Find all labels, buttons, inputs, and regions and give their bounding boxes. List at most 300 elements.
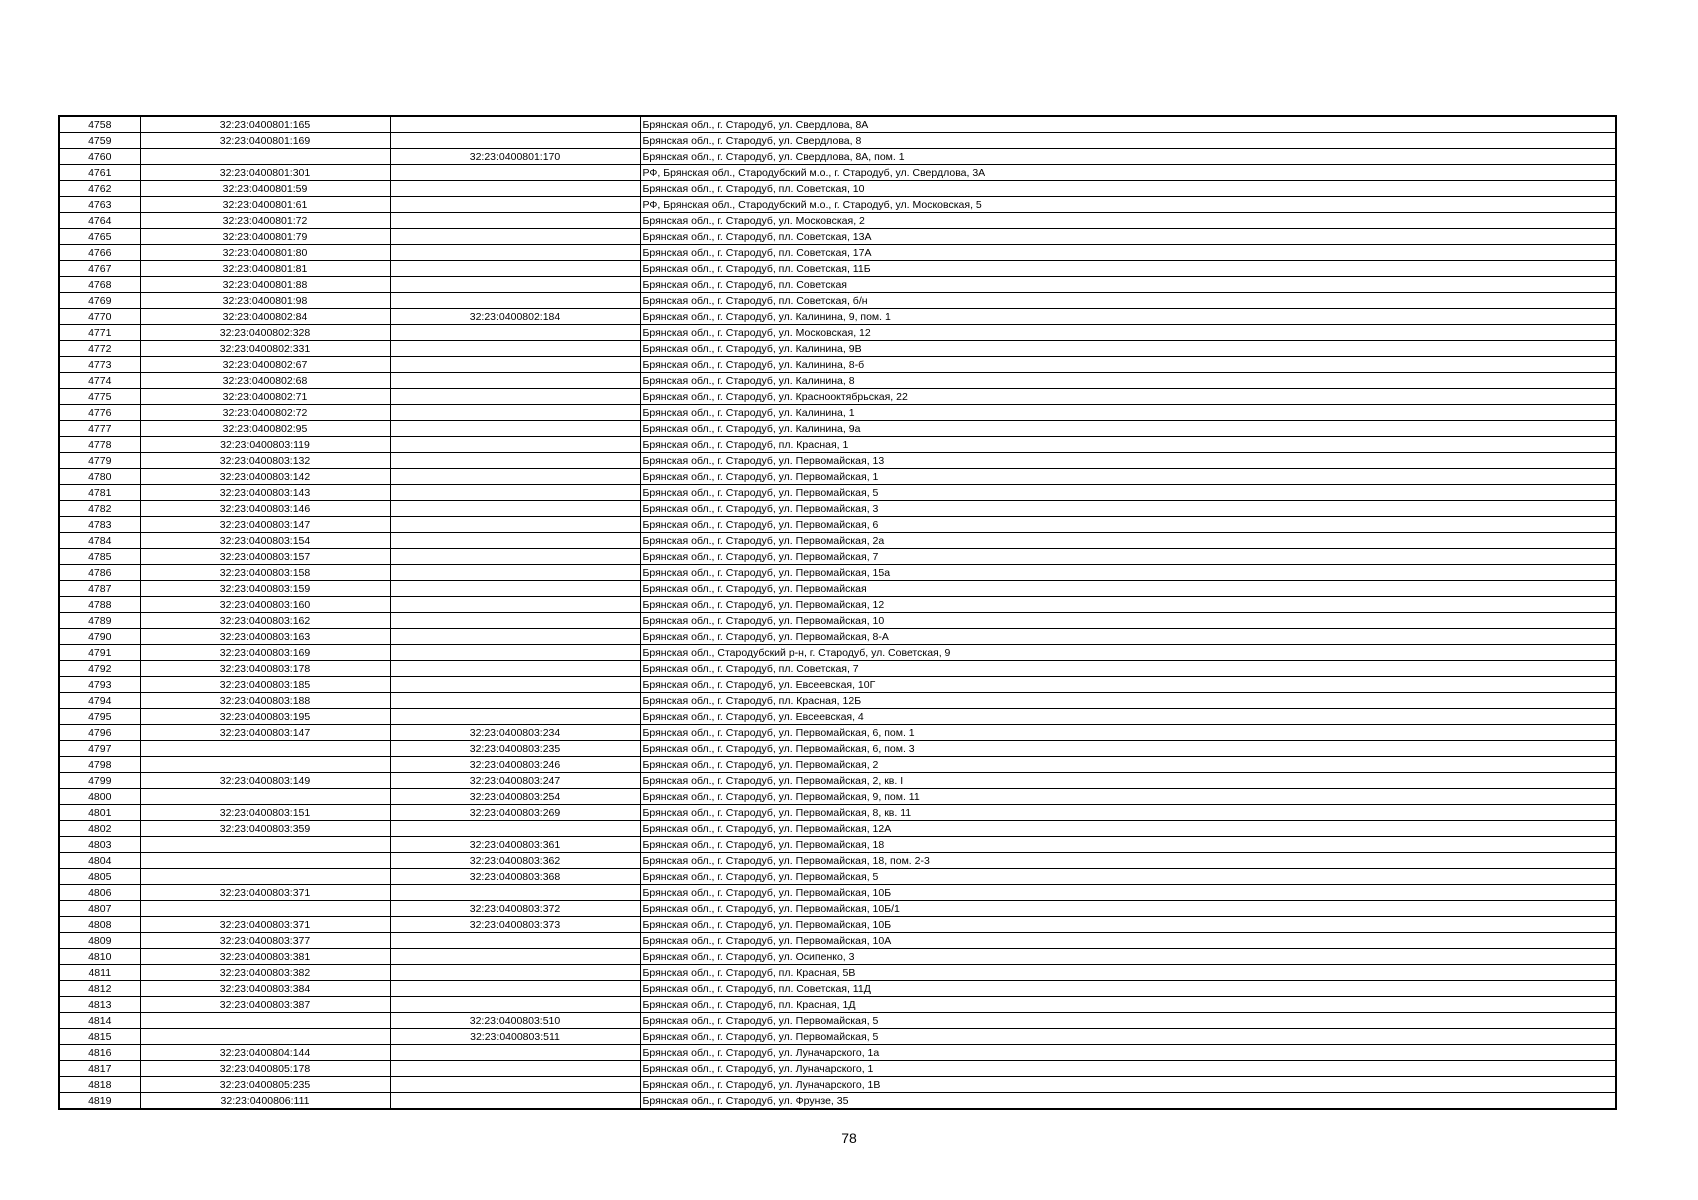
room-cadastral-number-cell [390,693,640,709]
room-cadastral-number-cell [390,421,640,437]
table-row [59,805,1616,821]
cadastral-number-cell: 32:23:0400801:165 [140,116,390,133]
table-row [59,453,1616,469]
address-cell: Брянская обл., г. Стародуб, ул. Осипенко, 3 [640,949,1616,965]
address-cell: Брянская обл., г. Стародуб, пл. Советская, 11Б [640,261,1616,277]
row-number-cell: 4789 [59,613,140,629]
room-cadastral-number-cell: 32:23:0400803:372 [390,901,640,917]
cadastral-number-cell [140,757,390,773]
address-cell: Брянская обл., г. Стародуб, ул. Московская, 2 [640,213,1616,229]
room-cadastral-number-cell [390,213,640,229]
cadastral-number-cell: 32:23:0400801:81 [140,261,390,277]
row-number-cell: 4804 [59,853,140,869]
address-cell: Брянская обл., г. Стародуб, ул. Первомайская, 5 [640,485,1616,501]
registry-table-container [58,115,1615,1110]
table-row [59,981,1616,997]
address-cell: Брянская обл., г. Стародуб, ул. Калинина, 9а [640,421,1616,437]
row-number-cell: 4777 [59,421,140,437]
row-number-cell: 4819 [59,1093,140,1110]
table-row [59,357,1616,373]
cadastral-number-cell: 32:23:0400802:84 [140,309,390,325]
room-cadastral-number-cell [390,229,640,245]
row-number-cell: 4764 [59,213,140,229]
table-row [59,261,1616,277]
cadastral-number-cell: 32:23:0400801:98 [140,293,390,309]
cadastral-number-cell [140,869,390,885]
cadastral-number-cell: 32:23:0400803:381 [140,949,390,965]
cadastral-number-cell: 32:23:0400803:163 [140,629,390,645]
cadastral-number-cell: 32:23:0400803:119 [140,437,390,453]
cadastral-number-cell: 32:23:0400803:143 [140,485,390,501]
room-cadastral-number-cell [390,116,640,133]
row-number-cell: 4812 [59,981,140,997]
address-cell: Брянская обл., г. Стародуб, пл. Красная, 1 [640,437,1616,453]
address-cell: Брянская обл., г. Стародуб, ул. Фрунзе, 35 [640,1093,1616,1110]
table-row [59,133,1616,149]
table-row [59,581,1616,597]
table-row [59,869,1616,885]
address-cell: РФ, Брянская обл., Стародубский м.о., г. Стародуб, ул. Свердлова, 3А [640,165,1616,181]
row-number-cell: 4770 [59,309,140,325]
table-row [59,485,1616,501]
table-row [59,997,1616,1013]
room-cadastral-number-cell [390,261,640,277]
cadastral-number-cell: 32:23:0400801:80 [140,245,390,261]
room-cadastral-number-cell [390,165,640,181]
room-cadastral-number-cell: 32:23:0400803:269 [390,805,640,821]
room-cadastral-number-cell [390,277,640,293]
table-row [59,773,1616,789]
address-cell: Брянская обл., г. Стародуб, ул. Московская, 12 [640,325,1616,341]
cadastral-number-cell: 32:23:0400805:178 [140,1061,390,1077]
cadastral-number-cell: 32:23:0400803:384 [140,981,390,997]
row-number-cell: 4760 [59,149,140,165]
table-row [59,389,1616,405]
table-row [59,757,1616,773]
row-number-cell: 4780 [59,469,140,485]
registry-table-body [59,116,1616,1109]
address-cell: Брянская обл., г. Стародуб, ул. Евсеевская, 10Г [640,677,1616,693]
row-number-cell: 4807 [59,901,140,917]
address-cell: Брянская обл., г. Стародуб, пл. Красная, 12Б [640,693,1616,709]
address-cell: Брянская обл., г. Стародуб, пл. Красная, 5В [640,965,1616,981]
cadastral-number-cell: 32:23:0400803:147 [140,725,390,741]
row-number-cell: 4775 [59,389,140,405]
table-row [59,917,1616,933]
row-number-cell: 4805 [59,869,140,885]
table-row [59,677,1616,693]
room-cadastral-number-cell [390,357,640,373]
table-row [59,341,1616,357]
room-cadastral-number-cell [390,629,640,645]
row-number-cell: 4783 [59,517,140,533]
address-cell: Брянская обл., г. Стародуб, ул. Калинина, 8-б [640,357,1616,373]
address-cell: Брянская обл., г. Стародуб, ул. Первомайская, 10Б [640,885,1616,901]
table-row [59,1077,1616,1093]
address-cell: Брянская обл., г. Стародуб, ул. Первомайская, 6, пом. 1 [640,725,1616,741]
table-row [59,933,1616,949]
cadastral-number-cell: 32:23:0400803:149 [140,773,390,789]
row-number-cell: 4778 [59,437,140,453]
table-row [59,1013,1616,1029]
row-number-cell: 4788 [59,597,140,613]
cadastral-number-cell [140,149,390,165]
table-row [59,1029,1616,1045]
room-cadastral-number-cell [390,533,640,549]
table-row [59,405,1616,421]
address-cell: Брянская обл., г. Стародуб, ул. Первомайская, 7 [640,549,1616,565]
cadastral-number-cell: 32:23:0400802:67 [140,357,390,373]
cadastral-number-cell: 32:23:0400803:185 [140,677,390,693]
table-row [59,901,1616,917]
address-cell: Брянская обл., г. Стародуб, ул. Первомайская, 8-А [640,629,1616,645]
table-row [59,533,1616,549]
row-number-cell: 4782 [59,501,140,517]
table-row [59,597,1616,613]
table-row [59,741,1616,757]
table-row [59,1093,1616,1110]
cadastral-number-cell: 32:23:0400803:159 [140,581,390,597]
address-cell: Брянская обл., г. Стародуб, ул. Первомайская, 9, пом. 11 [640,789,1616,805]
table-row [59,277,1616,293]
table-row [59,517,1616,533]
address-cell: Брянская обл., г. Стародуб, ул. Свердлова, 8 [640,133,1616,149]
cadastral-number-cell: 32:23:0400801:169 [140,133,390,149]
table-row [59,293,1616,309]
table-row [59,149,1616,165]
room-cadastral-number-cell [390,469,640,485]
cadastral-number-cell [140,837,390,853]
address-cell: Брянская обл., г. Стародуб, пл. Советская, 17А [640,245,1616,261]
table-row [59,885,1616,901]
table-row [59,116,1616,133]
room-cadastral-number-cell [390,1061,640,1077]
row-number-cell: 4767 [59,261,140,277]
room-cadastral-number-cell: 32:23:0400803:254 [390,789,640,805]
room-cadastral-number-cell [390,661,640,677]
cadastral-number-cell: 32:23:0400801:301 [140,165,390,181]
registry-table [58,115,1617,1110]
address-cell: Брянская обл., г. Стародуб, пл. Советская, б/н [640,293,1616,309]
room-cadastral-number-cell [390,405,640,421]
room-cadastral-number-cell: 32:23:0400803:510 [390,1013,640,1029]
room-cadastral-number-cell [390,517,640,533]
cadastral-number-cell [140,853,390,869]
table-row [59,181,1616,197]
row-number-cell: 4816 [59,1045,140,1061]
address-cell: Брянская обл., г. Стародуб, ул. Первомайская, 3 [640,501,1616,517]
row-number-cell: 4790 [59,629,140,645]
table-row [59,165,1616,181]
table-row [59,197,1616,213]
room-cadastral-number-cell [390,197,640,213]
table-row [59,437,1616,453]
row-number-cell: 4801 [59,805,140,821]
address-cell: Брянская обл., г. Стародуб, ул. Луначарского, 1 [640,1061,1616,1077]
table-row [59,421,1616,437]
cadastral-number-cell: 32:23:0400806:111 [140,1093,390,1110]
room-cadastral-number-cell: 32:23:0400803:361 [390,837,640,853]
row-number-cell: 4798 [59,757,140,773]
room-cadastral-number-cell [390,453,640,469]
address-cell: Брянская обл., г. Стародуб, пл. Красная, 1Д [640,997,1616,1013]
room-cadastral-number-cell [390,565,640,581]
table-row [59,789,1616,805]
table-row [59,693,1616,709]
room-cadastral-number-cell [390,437,640,453]
table-row [59,1045,1616,1061]
room-cadastral-number-cell [390,373,640,389]
address-cell: Брянская обл., г. Стародуб, ул. Первомайская, 18, пом. 2-3 [640,853,1616,869]
row-number-cell: 4774 [59,373,140,389]
room-cadastral-number-cell [390,549,640,565]
address-cell: Брянская обл., г. Стародуб, ул. Первомайская, 6, пом. 3 [640,741,1616,757]
room-cadastral-number-cell [390,597,640,613]
row-number-cell: 4792 [59,661,140,677]
cadastral-number-cell [140,901,390,917]
address-cell: Брянская обл., г. Стародуб, пл. Советская, 10 [640,181,1616,197]
address-cell: Брянская обл., г. Стародуб, ул. Первомайская, 1 [640,469,1616,485]
row-number-cell: 4793 [59,677,140,693]
cadastral-number-cell: 32:23:0400803:160 [140,597,390,613]
room-cadastral-number-cell: 32:23:0400802:184 [390,309,640,325]
row-number-cell: 4795 [59,709,140,725]
row-number-cell: 4811 [59,965,140,981]
row-number-cell: 4784 [59,533,140,549]
cadastral-number-cell [140,741,390,757]
table-row [59,213,1616,229]
room-cadastral-number-cell [390,821,640,837]
table-row [59,245,1616,261]
row-number-cell: 4787 [59,581,140,597]
row-number-cell: 4806 [59,885,140,901]
cadastral-number-cell: 32:23:0400802:328 [140,325,390,341]
row-number-cell: 4810 [59,949,140,965]
cadastral-number-cell: 32:23:0400801:59 [140,181,390,197]
table-row [59,629,1616,645]
row-number-cell: 4773 [59,357,140,373]
address-cell: Брянская обл., г. Стародуб, ул. Первомайская, 10Б [640,917,1616,933]
room-cadastral-number-cell [390,389,640,405]
table-row [59,853,1616,869]
table-row [59,1061,1616,1077]
address-cell: Брянская обл., г. Стародуб, ул. Первомайская, 5 [640,869,1616,885]
row-number-cell: 4763 [59,197,140,213]
row-number-cell: 4769 [59,293,140,309]
row-number-cell: 4794 [59,693,140,709]
row-number-cell: 4815 [59,1029,140,1045]
room-cadastral-number-cell [390,1093,640,1110]
row-number-cell: 4768 [59,277,140,293]
address-cell: Брянская обл., г. Стародуб, ул. Первомайская, 8, кв. 11 [640,805,1616,821]
table-row [59,469,1616,485]
address-cell: Брянская обл., Стародубский р-н, г. Стародуб, ул. Советская, 9 [640,645,1616,661]
room-cadastral-number-cell: 32:23:0400803:373 [390,917,640,933]
address-cell: РФ, Брянская обл., Стародубский м.о., г. Стародуб, ул. Московская, 5 [640,197,1616,213]
cadastral-number-cell: 32:23:0400801:79 [140,229,390,245]
address-cell: Брянская обл., г. Стародуб, ул. Первомайская, 5 [640,1029,1616,1045]
table-row [59,645,1616,661]
row-number-cell: 4779 [59,453,140,469]
cadastral-number-cell: 32:23:0400803:371 [140,885,390,901]
address-cell: Брянская обл., г. Стародуб, ул. Калинина, 9, пом. 1 [640,309,1616,325]
table-row [59,949,1616,965]
room-cadastral-number-cell [390,997,640,1013]
cadastral-number-cell: 32:23:0400803:151 [140,805,390,821]
address-cell: Брянская обл., г. Стародуб, ул. Первомайская, 15а [640,565,1616,581]
room-cadastral-number-cell [390,645,640,661]
table-row [59,325,1616,341]
row-number-cell: 4781 [59,485,140,501]
row-number-cell: 4785 [59,549,140,565]
cadastral-number-cell: 32:23:0400803:359 [140,821,390,837]
row-number-cell: 4817 [59,1061,140,1077]
cadastral-number-cell: 32:23:0400803:371 [140,917,390,933]
page-number: 78 [841,1130,857,1146]
cadastral-number-cell: 32:23:0400803:147 [140,517,390,533]
table-row [59,709,1616,725]
cadastral-number-cell: 32:23:0400801:88 [140,277,390,293]
row-number-cell: 4791 [59,645,140,661]
address-cell: Брянская обл., г. Стародуб, ул. Первомайская, 5 [640,1013,1616,1029]
address-cell: Брянская обл., г. Стародуб, ул. Первомайская, 12 [640,597,1616,613]
address-cell: Брянская обл., г. Стародуб, ул. Первомайская, 2, кв. I [640,773,1616,789]
room-cadastral-number-cell [390,1045,640,1061]
cadastral-number-cell: 32:23:0400803:169 [140,645,390,661]
address-cell: Брянская обл., г. Стародуб, ул. Первомайская, 13 [640,453,1616,469]
room-cadastral-number-cell: 32:23:0400803:368 [390,869,640,885]
room-cadastral-number-cell [390,677,640,693]
address-cell: Брянская обл., г. Стародуб, ул. Калинина, 1 [640,405,1616,421]
row-number-cell: 4802 [59,821,140,837]
room-cadastral-number-cell [390,325,640,341]
row-number-cell: 4759 [59,133,140,149]
address-cell: Брянская обл., г. Стародуб, ул. Свердлова, 8А [640,116,1616,133]
cadastral-number-cell [140,1013,390,1029]
row-number-cell: 4765 [59,229,140,245]
cadastral-number-cell [140,1029,390,1045]
row-number-cell: 4809 [59,933,140,949]
table-row [59,549,1616,565]
cadastral-number-cell: 32:23:0400803:188 [140,693,390,709]
address-cell: Брянская обл., г. Стародуб, ул. Первомайская, 10А [640,933,1616,949]
cadastral-number-cell: 32:23:0400803:382 [140,965,390,981]
address-cell: Брянская обл., г. Стародуб, ул. Первомайская, 2а [640,533,1616,549]
table-row [59,373,1616,389]
room-cadastral-number-cell [390,133,640,149]
cadastral-number-cell: 32:23:0400802:95 [140,421,390,437]
address-cell: Брянская обл., г. Стародуб, ул. Луначарского, 1В [640,1077,1616,1093]
table-row [59,501,1616,517]
cadastral-number-cell: 32:23:0400802:71 [140,389,390,405]
table-row [59,661,1616,677]
address-cell: Брянская обл., г. Стародуб, пл. Советская, 7 [640,661,1616,677]
cadastral-number-cell [140,789,390,805]
row-number-cell: 4796 [59,725,140,741]
cadastral-number-cell: 32:23:0400803:178 [140,661,390,677]
room-cadastral-number-cell: 32:23:0400803:246 [390,757,640,773]
cadastral-number-cell: 32:23:0400802:68 [140,373,390,389]
cadastral-number-cell: 32:23:0400803:158 [140,565,390,581]
row-number-cell: 4772 [59,341,140,357]
room-cadastral-number-cell [390,293,640,309]
address-cell: Брянская обл., г. Стародуб, ул. Калинина, 9В [640,341,1616,357]
row-number-cell: 4814 [59,1013,140,1029]
address-cell: Брянская обл., г. Стародуб, пл. Советская [640,277,1616,293]
room-cadastral-number-cell [390,949,640,965]
cadastral-number-cell: 32:23:0400801:61 [140,197,390,213]
row-number-cell: 4762 [59,181,140,197]
room-cadastral-number-cell [390,485,640,501]
address-cell: Брянская обл., г. Стародуб, ул. Первомайская, 6 [640,517,1616,533]
row-number-cell: 4803 [59,837,140,853]
address-cell: Брянская обл., г. Стародуб, ул. Первомайская, 10 [640,613,1616,629]
table-row [59,309,1616,325]
cadastral-number-cell: 32:23:0400803:195 [140,709,390,725]
row-number-cell: 4799 [59,773,140,789]
row-number-cell: 4758 [59,116,140,133]
room-cadastral-number-cell: 32:23:0400803:362 [390,853,640,869]
address-cell: Брянская обл., г. Стародуб, ул. Свердлова, 8А, пом. 1 [640,149,1616,165]
cadastral-number-cell: 32:23:0400802:331 [140,341,390,357]
cadastral-number-cell: 32:23:0400804:144 [140,1045,390,1061]
row-number-cell: 4797 [59,741,140,757]
table-row [59,725,1616,741]
table-row [59,229,1616,245]
room-cadastral-number-cell [390,501,640,517]
room-cadastral-number-cell: 32:23:0400803:235 [390,741,640,757]
row-number-cell: 4761 [59,165,140,181]
row-number-cell: 4786 [59,565,140,581]
cadastral-number-cell: 32:23:0400803:154 [140,533,390,549]
cadastral-number-cell: 32:23:0400803:162 [140,613,390,629]
address-cell: Брянская обл., г. Стародуб, ул. Первомайская [640,581,1616,597]
cadastral-number-cell: 32:23:0400803:132 [140,453,390,469]
room-cadastral-number-cell: 32:23:0400803:247 [390,773,640,789]
row-number-cell: 4813 [59,997,140,1013]
row-number-cell: 4776 [59,405,140,421]
row-number-cell: 4766 [59,245,140,261]
row-number-cell: 4771 [59,325,140,341]
cadastral-number-cell: 32:23:0400803:142 [140,469,390,485]
room-cadastral-number-cell [390,181,640,197]
room-cadastral-number-cell [390,981,640,997]
address-cell: Брянская обл., г. Стародуб, ул. Калинина, 8 [640,373,1616,389]
table-row [59,613,1616,629]
room-cadastral-number-cell [390,885,640,901]
table-row [59,565,1616,581]
cadastral-number-cell: 32:23:0400803:387 [140,997,390,1013]
room-cadastral-number-cell [390,245,640,261]
row-number-cell: 4818 [59,1077,140,1093]
address-cell: Брянская обл., г. Стародуб, пл. Советская, 11Д [640,981,1616,997]
address-cell: Брянская обл., г. Стародуб, пл. Советская, 13А [640,229,1616,245]
room-cadastral-number-cell [390,933,640,949]
address-cell: Брянская обл., г. Стародуб, ул. Первомайская, 2 [640,757,1616,773]
address-cell: Брянская обл., г. Стародуб, ул. Первомайская, 10Б/1 [640,901,1616,917]
room-cadastral-number-cell [390,965,640,981]
room-cadastral-number-cell [390,581,640,597]
room-cadastral-number-cell: 32:23:0400801:170 [390,149,640,165]
room-cadastral-number-cell [390,709,640,725]
cadastral-number-cell: 32:23:0400802:72 [140,405,390,421]
address-cell: Брянская обл., г. Стародуб, ул. Краснооктябрьская, 22 [640,389,1616,405]
row-number-cell: 4808 [59,917,140,933]
cadastral-number-cell: 32:23:0400803:157 [140,549,390,565]
table-row [59,821,1616,837]
room-cadastral-number-cell [390,613,640,629]
row-number-cell: 4800 [59,789,140,805]
